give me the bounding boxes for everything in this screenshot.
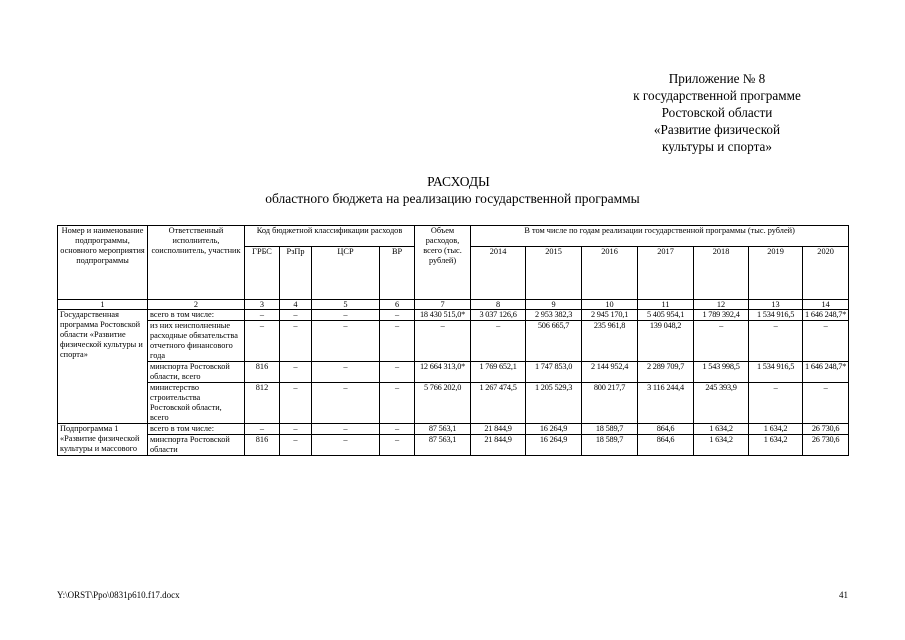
grbs-cell: 816 (245, 435, 280, 456)
document-title (0, 173, 905, 207)
title-line-2: областного бюджета на реализацию государственной программы (265, 191, 640, 206)
year-cell: 506 665,7 (526, 321, 582, 362)
total-cell: – (415, 321, 471, 362)
table-row (58, 383, 849, 424)
rzpr-cell: – (280, 383, 312, 424)
rzpr-cell: – (280, 424, 312, 435)
year-cell: – (749, 321, 803, 362)
year-cell: 1 747 853,0 (526, 362, 582, 383)
header-rzpr: РзПр (280, 247, 312, 300)
index-cell: 13 (749, 300, 803, 310)
index-cell: 7 (415, 300, 471, 310)
year-cell: 1 634,2 (694, 424, 749, 435)
executor-cell: минспорта Ростовской области, всего (148, 362, 245, 383)
index-cell: 11 (638, 300, 694, 310)
year-cell: 26 730,6 (803, 424, 849, 435)
year-cell: 1 769 652,1 (471, 362, 526, 383)
year-cell: 21 844,9 (471, 435, 526, 456)
year-cell: 1 634,2 (749, 435, 803, 456)
vr-cell: – (380, 310, 415, 321)
grbs-cell: – (245, 321, 280, 362)
year-cell: – (471, 321, 526, 362)
total-cell: 87 563,1 (415, 435, 471, 456)
year-cell: – (749, 383, 803, 424)
header-executor: Ответственный исполнитель, соисполнитель, участник (148, 226, 245, 300)
year-cell: 1 205 529,3 (526, 383, 582, 424)
title-line-1: РАСХОДЫ (427, 174, 490, 189)
header-year: 2016 (582, 247, 638, 300)
year-cell: – (694, 321, 749, 362)
index-cell: 1 (58, 300, 148, 310)
year-cell: 235 961,8 (582, 321, 638, 362)
table-row (58, 435, 849, 456)
csr-cell: – (312, 310, 380, 321)
rzpr-cell: – (280, 362, 312, 383)
executor-cell: минспорта Ростовской области (148, 435, 245, 456)
year-cell: 21 844,9 (471, 424, 526, 435)
index-cell: 2 (148, 300, 245, 310)
vr-cell: – (380, 424, 415, 435)
header-year: 2020 (803, 247, 849, 300)
header-year: 2018 (694, 247, 749, 300)
year-cell: 1 646 248,7* (803, 310, 849, 321)
program-name-cell: Государственная программа Ростовской области «Развитие физической культуры и спорта» (58, 310, 148, 424)
csr-cell: – (312, 383, 380, 424)
executor-cell: министерство строительства Ростовской области, всего (148, 383, 245, 424)
index-cell: 6 (380, 300, 415, 310)
header-year: 2015 (526, 247, 582, 300)
vr-cell: – (380, 383, 415, 424)
header-vr: ВР (380, 247, 415, 300)
footer-file-path: Y:\ORST\Ppo\0831p610.f17.docx (57, 590, 180, 600)
expenses-table (57, 225, 849, 456)
index-cell: 12 (694, 300, 749, 310)
footer-page-number: 41 (839, 590, 848, 600)
year-cell: 864,6 (638, 424, 694, 435)
year-cell: 139 048,2 (638, 321, 694, 362)
year-cell: 18 589,7 (582, 435, 638, 456)
index-cell: 5 (312, 300, 380, 310)
grbs-cell: 816 (245, 362, 280, 383)
year-cell: – (803, 383, 849, 424)
year-cell: 2 953 382,3 (526, 310, 582, 321)
subprogram-name-cell: Подпрограмма 1 «Развитие физической культуры и массового (58, 424, 148, 456)
appendix-line: к государственной программе (633, 88, 801, 103)
year-cell: 1 646 248,7* (803, 362, 849, 383)
executor-cell: всего в том числе: (148, 424, 245, 435)
table-row (58, 362, 849, 383)
executor-cell: из них неисполненные расходные обязательства отчетного финансового года (148, 321, 245, 362)
index-cell: 9 (526, 300, 582, 310)
year-cell: 1 267 474,5 (471, 383, 526, 424)
column-index-row (58, 300, 849, 310)
index-cell: 3 (245, 300, 280, 310)
header-year: 2017 (638, 247, 694, 300)
vr-cell: – (380, 435, 415, 456)
rzpr-cell: – (280, 310, 312, 321)
year-cell: 3 037 126,6 (471, 310, 526, 321)
vr-cell: – (380, 321, 415, 362)
vr-cell: – (380, 362, 415, 383)
index-cell: 4 (280, 300, 312, 310)
table-row (58, 424, 849, 435)
grbs-cell: – (245, 424, 280, 435)
year-cell: 245 393,9 (694, 383, 749, 424)
index-cell: 10 (582, 300, 638, 310)
year-cell: 2 289 709,7 (638, 362, 694, 383)
header-name: Номер и наименование подпрограммы, основного мероприятия подпрограммы (58, 226, 148, 300)
year-cell: 1 534 916,5 (749, 362, 803, 383)
year-cell: 3 116 244,4 (638, 383, 694, 424)
csr-cell: – (312, 435, 380, 456)
table-row (58, 310, 849, 321)
header-csr: ЦСР (312, 247, 380, 300)
rzpr-cell: – (280, 321, 312, 362)
total-cell: 87 563,1 (415, 424, 471, 435)
index-cell: 14 (803, 300, 849, 310)
grbs-cell: – (245, 310, 280, 321)
header-volume: Объем расходов, всего (тыс. рублей) (415, 226, 471, 300)
executor-cell: всего в том числе: (148, 310, 245, 321)
year-cell: – (803, 321, 849, 362)
year-cell: 16 264,9 (526, 435, 582, 456)
year-cell: 800 217,7 (582, 383, 638, 424)
grbs-cell: 812 (245, 383, 280, 424)
year-cell: 1 789 392,4 (694, 310, 749, 321)
index-cell: 8 (471, 300, 526, 310)
year-cell: 18 589,7 (582, 424, 638, 435)
year-cell: 1 634,2 (749, 424, 803, 435)
header-year: 2014 (471, 247, 526, 300)
appendix-line: «Развитие физической (653, 122, 781, 137)
csr-cell: – (312, 362, 380, 383)
year-cell: 864,6 (638, 435, 694, 456)
appendix-block (587, 70, 847, 155)
header-year: 2019 (749, 247, 803, 300)
csr-cell: – (312, 424, 380, 435)
year-cell: 2 144 952,4 (582, 362, 638, 383)
header-grbs: ГРБС (245, 247, 280, 300)
year-cell: 1 634,2 (694, 435, 749, 456)
total-cell: 18 430 515,0* (415, 310, 471, 321)
csr-cell: – (312, 321, 380, 362)
year-cell: 5 405 954,1 (638, 310, 694, 321)
appendix-line: культуры и спорта» (662, 139, 772, 154)
year-cell: 26 730,6 (803, 435, 849, 456)
rzpr-cell: – (280, 435, 312, 456)
header-by-years: В том числе по годам реализации государственной программы (тыс. рублей) (471, 226, 849, 247)
appendix-line: Приложение № 8 (668, 71, 766, 86)
year-cell: 16 264,9 (526, 424, 582, 435)
table-row (58, 321, 849, 362)
total-cell: 12 664 313,0* (415, 362, 471, 383)
year-cell: 2 945 170,1 (582, 310, 638, 321)
total-cell: 5 766 202,0 (415, 383, 471, 424)
appendix-line: Ростовской области (661, 105, 773, 120)
header-budget-code: Код бюджетной классификации расходов (245, 226, 415, 247)
year-cell: 1 534 916,5 (749, 310, 803, 321)
year-cell: 1 543 998,5 (694, 362, 749, 383)
